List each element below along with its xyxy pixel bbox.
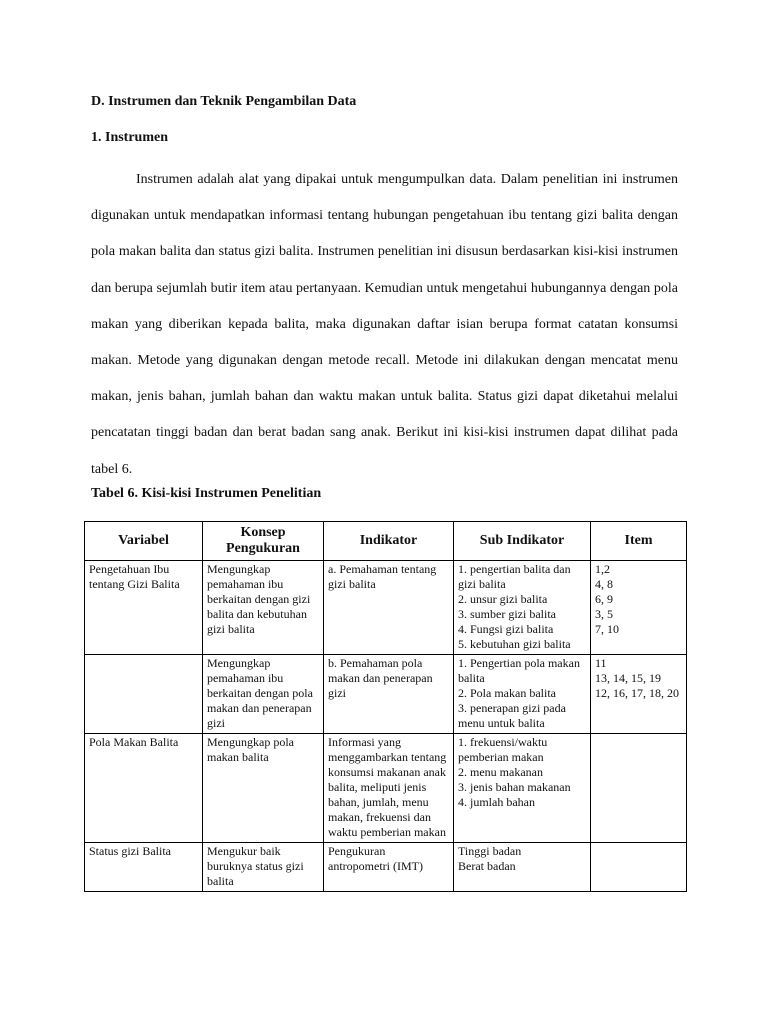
body-paragraph: Instrumen adalah alat yang dipakai untuk mengumpulkan data. Dalam penelitian ini instrumen digunakan untuk mendapatkan informasi tentang hubungan pengetahuan ibu tentang gizi balita dengan pola makan balita dan status gizi balita. Instrumen penelitian ini disusun berdasarkan kisi-kisi instrumen dan berupa sejumlah butir item atau pertanyaan. Kemudian untuk mengetahui hubungannya dengan pola makan yang diberikan kepada balita, maka digunakan daftar isian berupa format catatan konsumsi makan. Metode yang digunakan dengan metode recall. Metode ini dilakukan dengan mencatat menu makan, jenis bahan, jumlah bahan dan waktu makan untuk balita. Status gizi dapat diketahui melalui pencatatan tinggi badan dan berat badan sang anak. Berikut ini kisi-kisi instrumen dapat dilihat pada tabel 6. bbox=[91, 172, 678, 477]
cell-konsep: Mengungkap pemahaman ibu berkaitan dengan gizi balita dan kebutuhan gizi balita bbox=[203, 561, 324, 655]
cell-sub-indikator bbox=[454, 734, 591, 843]
table-body bbox=[85, 561, 687, 892]
cell-variabel bbox=[85, 655, 203, 734]
header-indikator: Indikator bbox=[324, 522, 454, 561]
table-caption: Tabel 6. Kisi-kisi Instrumen Penelitian bbox=[91, 486, 322, 501]
cell-variabel: Status gizi Balita bbox=[85, 843, 203, 892]
cell-line: 1. Pengertian pola makan balita bbox=[458, 656, 580, 685]
cell-item bbox=[591, 734, 687, 843]
cell-line: 1,2 bbox=[595, 562, 610, 576]
cell-sub-indikator bbox=[454, 655, 591, 734]
cell-line: 2. Pola makan balita bbox=[458, 686, 556, 700]
cell-indikator: a. Pemahaman tentang gizi balita bbox=[324, 561, 454, 655]
cell-line: 13, 14, 15, 19 bbox=[595, 671, 661, 685]
cell-indikator: b. Pemahaman pola makan dan penerapan gizi bbox=[324, 655, 454, 734]
cell-line: 5. kebutuhan gizi balita bbox=[458, 637, 571, 651]
cell-line: Berat badan bbox=[458, 859, 516, 873]
header-konsep-pengukuran: Konsep Pengukuran bbox=[203, 522, 324, 561]
table-row bbox=[85, 734, 687, 843]
cell-indikator: Pengukuran antropometri (IMT) bbox=[324, 843, 454, 892]
cell-line: 2. unsur gizi balita bbox=[458, 592, 548, 606]
cell-line: 3. penerapan gizi pada menu untuk balita bbox=[458, 701, 566, 730]
cell-line: 3. jenis bahan makanan bbox=[458, 780, 571, 794]
cell-line: 1. frekuensi/waktu pemberian makan bbox=[458, 735, 548, 764]
table-row bbox=[85, 843, 687, 892]
table-header-row bbox=[85, 522, 687, 561]
cell-konsep: Mengukur baik buruknya status gizi balita bbox=[203, 843, 324, 892]
cell-line: 3. sumber gizi balita bbox=[458, 607, 556, 621]
cell-line: Tinggi badan bbox=[458, 844, 522, 858]
cell-indikator: Informasi yang menggambarkan tentang konsumsi makanan anak balita, meliputi jenis bahan, jumlah, menu makan, frekuensi dan waktu pemberian makan bbox=[324, 734, 454, 843]
cell-konsep: Mengungkap pola makan balita bbox=[203, 734, 324, 843]
kisi-kisi-table bbox=[84, 521, 687, 892]
table-row bbox=[85, 561, 687, 655]
cell-line: 7, 10 bbox=[595, 622, 619, 636]
header-sub-indikator: Sub Indikator bbox=[454, 522, 591, 561]
cell-line: 2. menu makanan bbox=[458, 765, 543, 779]
header-variabel: Variabel bbox=[85, 522, 203, 561]
cell-line: 12, 16, 17, 18, 20 bbox=[595, 686, 679, 700]
cell-sub-indikator bbox=[454, 843, 591, 892]
cell-line: 4. Fungsi gizi balita bbox=[458, 622, 554, 636]
cell-konsep: Mengungkap pemahaman ibu berkaitan dengan pola makan dan penerapan gizi bbox=[203, 655, 324, 734]
cell-item bbox=[591, 843, 687, 892]
cell-line: 11 bbox=[595, 656, 607, 670]
cell-line: 1. pengertian balita dan gizi balita bbox=[458, 562, 571, 591]
section-title: D. Instrumen dan Teknik Pengambilan Data bbox=[91, 94, 357, 109]
header-item: Item bbox=[591, 522, 687, 561]
cell-sub-indikator bbox=[454, 561, 591, 655]
cell-variabel: Pengetahuan Ibu tentang Gizi Balita bbox=[85, 561, 203, 655]
cell-line: 4. jumlah bahan bbox=[458, 795, 535, 809]
cell-line: 6, 9 bbox=[595, 592, 613, 606]
cell-item bbox=[591, 561, 687, 655]
cell-item bbox=[591, 655, 687, 734]
table-row bbox=[85, 655, 687, 734]
cell-variabel: Pola Makan Balita bbox=[85, 734, 203, 843]
subsection-title: 1. Instrumen bbox=[91, 130, 169, 145]
cell-line: 3, 5 bbox=[595, 607, 613, 621]
cell-line: 4, 8 bbox=[595, 577, 613, 591]
